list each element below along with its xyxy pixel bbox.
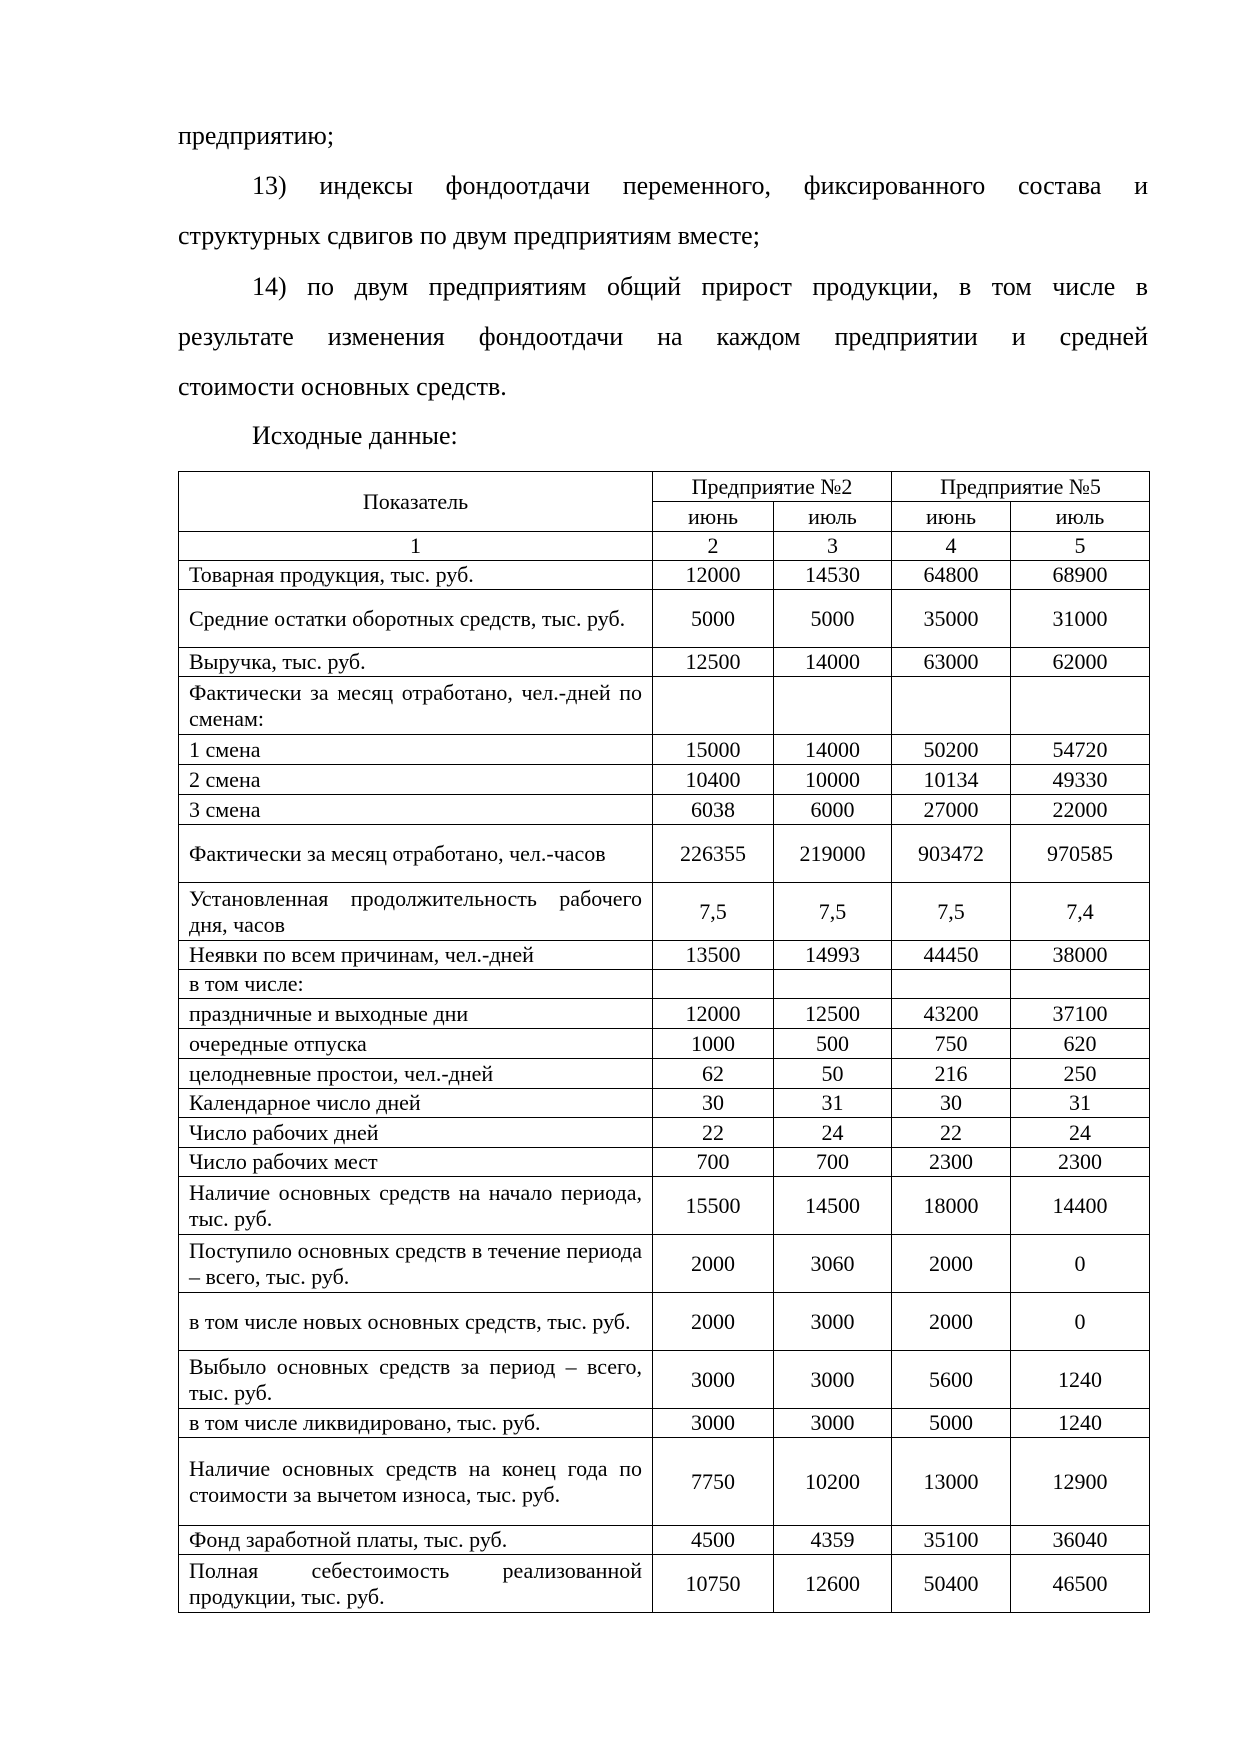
- row-value: 31: [1011, 1089, 1150, 1118]
- table-header-row: [179, 472, 1150, 502]
- row-label: Выбыло основных средств за период – всего, тыс. руб.: [179, 1351, 653, 1409]
- table-row: [179, 1235, 1150, 1293]
- row-value: 7,5: [892, 883, 1011, 941]
- row-value: 5000: [653, 590, 774, 648]
- row-value: 7750: [653, 1438, 774, 1526]
- table-row: [179, 735, 1150, 765]
- row-value: [1011, 970, 1150, 999]
- text-line-3: структурных сдвигов по двум предприятиям вместе;: [178, 221, 760, 250]
- table-row: [179, 1555, 1150, 1613]
- text-line-4: 14) по двум предприятиям общий прирост продукции, в том числе в: [252, 272, 1148, 301]
- row-value: 3000: [774, 1293, 892, 1351]
- row-label: Число рабочих дней: [179, 1118, 653, 1148]
- row-value: 7,5: [653, 883, 774, 941]
- table-row: [179, 677, 1150, 735]
- row-label: целодневные простои, чел.-дней: [179, 1059, 653, 1089]
- row-value: 24: [1011, 1118, 1150, 1148]
- row-label: Наличие основных средств на конец года по стоимости за вычетом износа, тыс. руб.: [179, 1438, 653, 1526]
- row-value: [653, 677, 774, 735]
- row-value: 30: [653, 1089, 774, 1118]
- row-value: 12500: [653, 648, 774, 677]
- table-column-numbers-row: [179, 532, 1150, 561]
- table-row: [179, 1293, 1150, 1351]
- table-row: [179, 825, 1150, 883]
- row-value: 2000: [892, 1235, 1011, 1293]
- row-value: 5000: [892, 1409, 1011, 1438]
- row-label: Полная себестоимость реализованной продукции, тыс. руб.: [179, 1555, 653, 1613]
- row-label: 1 смена: [179, 735, 653, 765]
- row-value: 50200: [892, 735, 1011, 765]
- row-value: 30: [892, 1089, 1011, 1118]
- header-enterprise-2: Предприятие №2: [653, 472, 892, 502]
- row-value: 27000: [892, 795, 1011, 825]
- row-value: 2000: [653, 1293, 774, 1351]
- row-value: 0: [1011, 1293, 1150, 1351]
- row-value: [892, 970, 1011, 999]
- row-value: 1240: [1011, 1351, 1150, 1409]
- row-label: Фактически за месяц отработано, чел.-часов: [179, 825, 653, 883]
- header-enterprise-5: Предприятие №5: [892, 472, 1150, 502]
- row-value: 14000: [774, 648, 892, 677]
- row-value: [774, 970, 892, 999]
- table-row: [179, 1177, 1150, 1235]
- row-value: 15500: [653, 1177, 774, 1235]
- row-label: Число рабочих мест: [179, 1148, 653, 1177]
- row-value: 700: [774, 1148, 892, 1177]
- row-label: 3 смена: [179, 795, 653, 825]
- header-indicator: Показатель: [179, 472, 653, 532]
- table-row: [179, 883, 1150, 941]
- row-label: в том числе:: [179, 970, 653, 999]
- text-line-5: результате изменения фондоотдачи на каждом предприятии и средней: [178, 322, 1148, 351]
- row-value: 14400: [1011, 1177, 1150, 1235]
- row-label: Фактически за месяц отработано, чел.-дней по сменам:: [179, 677, 653, 735]
- row-value: 12000: [653, 999, 774, 1029]
- row-value: 35100: [892, 1526, 1011, 1555]
- table-row: [179, 1409, 1150, 1438]
- row-value: 226355: [653, 825, 774, 883]
- row-value: 903472: [892, 825, 1011, 883]
- row-label: праздничные и выходные дни: [179, 999, 653, 1029]
- table-row: [179, 1118, 1150, 1148]
- row-value: 3000: [653, 1409, 774, 1438]
- row-value: 50400: [892, 1555, 1011, 1613]
- row-value: 31000: [1011, 590, 1150, 648]
- row-label: Выручка, тыс. руб.: [179, 648, 653, 677]
- row-value: 10000: [774, 765, 892, 795]
- row-value: 14000: [774, 735, 892, 765]
- text-line-6: стоимости основных средств.: [178, 372, 507, 401]
- row-label: Фонд заработной платы, тыс. руб.: [179, 1526, 653, 1555]
- row-value: 5000: [774, 590, 892, 648]
- row-value: 38000: [1011, 941, 1150, 970]
- row-label: Товарная продукция, тыс. руб.: [179, 561, 653, 590]
- text-line-1: предприятию;: [178, 121, 335, 150]
- row-value: [892, 677, 1011, 735]
- row-label: очередные отпуска: [179, 1029, 653, 1059]
- row-value: 2000: [653, 1235, 774, 1293]
- source-data-heading: Исходные данные:: [252, 421, 458, 450]
- row-value: 24: [774, 1118, 892, 1148]
- row-value: 37100: [1011, 999, 1150, 1029]
- row-label: Средние остатки оборотных средств, тыс. руб.: [179, 590, 653, 648]
- row-value: 10400: [653, 765, 774, 795]
- table-row: [179, 1438, 1150, 1526]
- row-label: в том числе ликвидировано, тыс. руб.: [179, 1409, 653, 1438]
- row-value: 44450: [892, 941, 1011, 970]
- row-value: 250: [1011, 1059, 1150, 1089]
- row-value: 5600: [892, 1351, 1011, 1409]
- table-row: [179, 765, 1150, 795]
- row-value: 1240: [1011, 1409, 1150, 1438]
- row-value: 750: [892, 1029, 1011, 1059]
- row-value: 4500: [653, 1526, 774, 1555]
- row-value: 3000: [653, 1351, 774, 1409]
- row-value: 970585: [1011, 825, 1150, 883]
- header-month: июль: [1011, 502, 1150, 532]
- row-value: 1000: [653, 1029, 774, 1059]
- row-value: 14500: [774, 1177, 892, 1235]
- row-label: Календарное число дней: [179, 1089, 653, 1118]
- row-value: 14993: [774, 941, 892, 970]
- row-label: Наличие основных средств на начало периода, тыс. руб.: [179, 1177, 653, 1235]
- row-value: 10750: [653, 1555, 774, 1613]
- table-row: [179, 999, 1150, 1029]
- row-value: 2300: [892, 1148, 1011, 1177]
- row-value: 22: [892, 1118, 1011, 1148]
- row-value: 49330: [1011, 765, 1150, 795]
- row-value: 12000: [653, 561, 774, 590]
- row-label: в том числе новых основных средств, тыс. руб.: [179, 1293, 653, 1351]
- row-label: Установленная продолжительность рабочего дня, часов: [179, 883, 653, 941]
- row-value: 35000: [892, 590, 1011, 648]
- table-row: [179, 561, 1150, 590]
- column-number: 1: [179, 532, 653, 561]
- table-row: [179, 941, 1150, 970]
- row-value: 2300: [1011, 1148, 1150, 1177]
- row-label: Неявки по всем причинам, чел.-дней: [179, 941, 653, 970]
- header-month: июнь: [892, 502, 1011, 532]
- row-value: [1011, 677, 1150, 735]
- row-value: 62000: [1011, 648, 1150, 677]
- row-value: 7,5: [774, 883, 892, 941]
- source-data-table: [178, 471, 1150, 1613]
- header-month: июль: [774, 502, 892, 532]
- row-value: [653, 970, 774, 999]
- row-value: 700: [653, 1148, 774, 1177]
- row-value: 3000: [774, 1409, 892, 1438]
- row-value: 22000: [1011, 795, 1150, 825]
- table-row: [179, 648, 1150, 677]
- row-label: 2 смена: [179, 765, 653, 795]
- table-row: [179, 795, 1150, 825]
- row-value: 12600: [774, 1555, 892, 1613]
- row-value: 12500: [774, 999, 892, 1029]
- header-month: июнь: [653, 502, 774, 532]
- row-value: 6000: [774, 795, 892, 825]
- table-row: [179, 1351, 1150, 1409]
- row-value: 12900: [1011, 1438, 1150, 1526]
- row-value: 4359: [774, 1526, 892, 1555]
- table-row: [179, 1148, 1150, 1177]
- row-value: 10134: [892, 765, 1011, 795]
- row-value: 13000: [892, 1438, 1011, 1526]
- row-value: 54720: [1011, 735, 1150, 765]
- row-value: 46500: [1011, 1555, 1150, 1613]
- row-value: 31: [774, 1089, 892, 1118]
- column-number: 5: [1011, 532, 1150, 561]
- row-value: 13500: [653, 941, 774, 970]
- row-value: 3000: [774, 1351, 892, 1409]
- row-value: 64800: [892, 561, 1011, 590]
- table-row: [179, 1029, 1150, 1059]
- column-number: 4: [892, 532, 1011, 561]
- row-value: 219000: [774, 825, 892, 883]
- row-value: 15000: [653, 735, 774, 765]
- table-row: [179, 1059, 1150, 1089]
- text-line-2: 13) индексы фондоотдачи переменного, фиксированного состава и: [252, 171, 1148, 200]
- table-row: [179, 1089, 1150, 1118]
- row-value: 6038: [653, 795, 774, 825]
- row-value: [774, 677, 892, 735]
- row-value: 216: [892, 1059, 1011, 1089]
- row-value: 3060: [774, 1235, 892, 1293]
- row-value: 22: [653, 1118, 774, 1148]
- row-value: 620: [1011, 1029, 1150, 1059]
- row-value: 500: [774, 1029, 892, 1059]
- row-value: 2000: [892, 1293, 1011, 1351]
- row-value: 7,4: [1011, 883, 1150, 941]
- row-value: 0: [1011, 1235, 1150, 1293]
- row-value: 50: [774, 1059, 892, 1089]
- row-value: 43200: [892, 999, 1011, 1029]
- row-value: 36040: [1011, 1526, 1150, 1555]
- row-value: 68900: [1011, 561, 1150, 590]
- row-value: 18000: [892, 1177, 1011, 1235]
- column-number: 3: [774, 532, 892, 561]
- table-row: [179, 970, 1150, 999]
- row-value: 10200: [774, 1438, 892, 1526]
- row-value: 63000: [892, 648, 1011, 677]
- table-row: [179, 1526, 1150, 1555]
- row-value: 14530: [774, 561, 892, 590]
- column-number: 2: [653, 532, 774, 561]
- row-label: Поступило основных средств в течение периода – всего, тыс. руб.: [179, 1235, 653, 1293]
- table-row: [179, 590, 1150, 648]
- row-value: 62: [653, 1059, 774, 1089]
